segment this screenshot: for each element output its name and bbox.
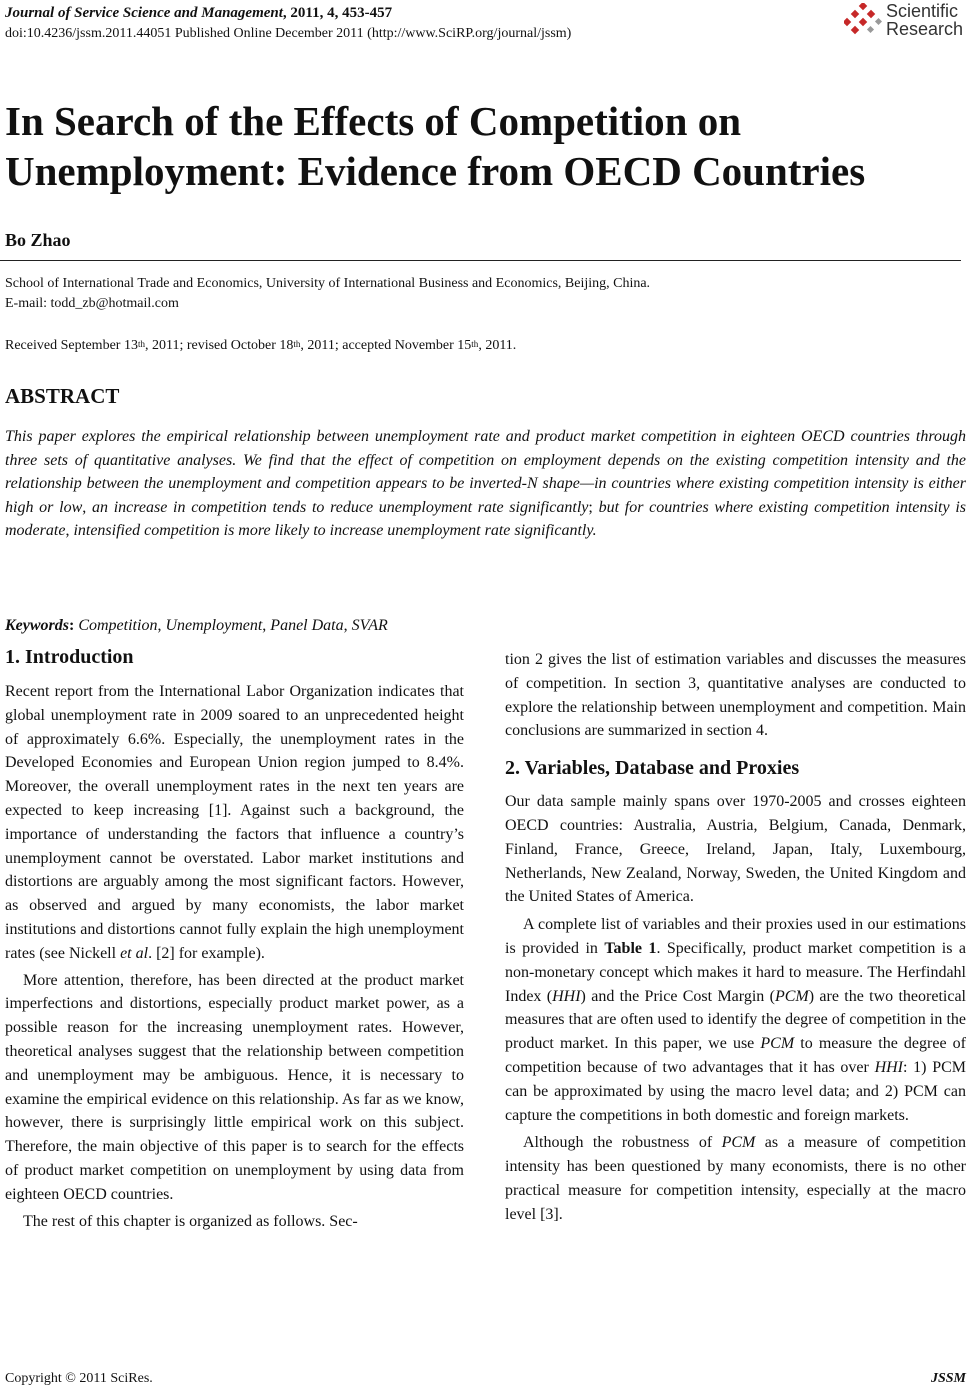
keyword: SVAR [351, 617, 388, 634]
abstract-text: but for countries where existing competition intensity is moderate [5, 498, 966, 539]
ordinal-sup: th [471, 339, 479, 349]
affiliation: School of International Trade and Economics, University of International Business and Economics, Beijing, China. [5, 276, 651, 291]
journal-name: Journal of Service Science and Management [5, 5, 283, 21]
keywords [5, 615, 388, 637]
table-ref: Table 1 [604, 939, 657, 957]
hhi-term: HHI [874, 1058, 903, 1076]
paragraph-text: ) and the Price Cost Margin ( [580, 987, 775, 1005]
journal-volume: , 2011, 4, 453-457 [282, 5, 393, 21]
publisher-logo [844, 2, 963, 38]
paper-title [5, 96, 965, 196]
revised-text: , 2011; revised October 18 [144, 338, 294, 353]
author-email: E-mail: todd_zb@hotmail.com [5, 296, 179, 311]
paragraph-text: ) are the two theoretical measures that are often used to identify the degree of competition in the product market. In this paper, we use [505, 987, 967, 1053]
intro-paragraph-3-start: The rest of this chapter is organized as follows. Sec- [23, 1212, 358, 1230]
abstract-text: an increase in competition tends to reduce unemployment rate significantly [91, 498, 589, 516]
intro-paragraph-1 [5, 680, 464, 966]
keyword-sep: , [262, 617, 271, 634]
abstract-punct: ; [588, 498, 599, 516]
pcm-term: PCM [721, 1134, 756, 1152]
title-line-2: Unemployment: Evidence from OECD Countries [5, 148, 866, 194]
paragraph-text: . Specifically, product market competition is a non-monetary concept which makes it hard to measure. The Herfindahl Index ( [505, 939, 967, 1005]
right-column [505, 648, 966, 1227]
abstract-body [5, 425, 966, 543]
journal-header [5, 4, 745, 43]
received-dates [5, 336, 516, 356]
section2-paragraph-3 [505, 1131, 966, 1226]
paragraph-text: to measure the degree of competition because of two advantages that it has over [505, 1035, 966, 1076]
journal-abbreviation: JSSM [930, 1371, 966, 1386]
intro-paragraph-2: More attention, therefore, has been directed at the product market imperfections and distortions, especially product market power, as a possible reason for the increasing unemployment rates. However, theoretical analyses suggest that the relationship between competition and unemployment may be ambiguous. Hence, it is necessary to examine the empirical evidence on this relationship. As far as we know, however, there is surprisingly little empirical work on this subject. Therefore, the main objective of this paper is to search for the effects of product market competition on unemployment by using data from eighteen OECD countries. [5, 971, 464, 1203]
section2-heading: 2. Variables, Database and Proxies [505, 757, 800, 780]
paragraph-text: . [2] for example). [148, 944, 265, 962]
paragraph-text: Recent report from the International Labor Organization indicates that global unemployment rate in 2009 soared to an unprecedented height of approximately 6.6%. Especially, the unemployment rates in the Developed Economies and European Union region jumped to 8.4%. Moreover, the overall unemployment rates in the next ten years are expected to keep increasing [1]. Against such a background, the importance of understanding the factors that influence a country’s unemployment cannot be overstated. Labor market institutions and distortions are arguably among the most significant factors. However, as observed and argued by many economists, the labor market institutions and distortions cannot fully explain the high unemployment rates (see Nickell [5, 683, 464, 962]
left-column [5, 644, 464, 1233]
abstract-punct: , [65, 522, 74, 539]
journal-citation [5, 4, 745, 23]
keyword: Panel Data [270, 617, 344, 634]
title-line-1: In Search of the Effects of Competition on [5, 98, 742, 144]
accepted-text: , 2011; accepted November 15 [300, 338, 472, 353]
scirp-logo-icon [844, 3, 882, 37]
abstract-punct: , [82, 498, 92, 516]
section2-paragraph-1: Our data sample mainly spans over 1970-2005 and crosses eighteen OECD countries: Australia, Austria, Belgium, Canada, Denmark, Finland, France, Greece, Ireland, Japan, Italy, Luxembourg, Netherlands, New Zealand, Norway, Sweden, the United Kingdom and the United States of America. [505, 793, 966, 906]
keywords-colon: : [69, 617, 79, 634]
pcm-term: PCM [760, 1035, 795, 1053]
abstract-heading: ABSTRACT [5, 384, 120, 408]
logo-text [886, 2, 963, 38]
header-divider [0, 260, 961, 261]
keyword: Competition [78, 617, 158, 634]
abstract-text: This paper explores the empirical relationship between unemployment rate and product market competition in eighteen OECD countries through three sets of quantitative analyses. We find that the effect of competition on employment depends on the existing competition intensity and the relationship between the unemployment and competition appears to be inverted-N shape—in countries where existing competition intensity is either high or low [5, 428, 966, 516]
pcm-term: PCM [774, 987, 809, 1005]
abstract-text: intensified competition is more likely to increase unemployment rate significantly. [73, 522, 597, 539]
doi-line: doi:10.4236/jssm.2011.44051 Published Online December 2011 (http://www.SciRP.org/journal/jssm) [5, 26, 572, 41]
received-text: Received September 13 [5, 338, 138, 353]
hhi-term: HHI [552, 987, 581, 1005]
paragraph-text: A complete list of variables and their proxies used in our estimations is provided in [505, 916, 966, 957]
logo-line-2: Research [885, 19, 963, 39]
et-al: et al [120, 944, 149, 962]
logo-line-1: Scientific [885, 1, 958, 21]
intro-paragraph-3-cont: tion 2 gives the list of estimation variables and discusses the measures of competition. In section 3, quantitative analyses are conducted to explore the relationship between unemployment and competition. Main conclusions are summarized in section 4. [505, 651, 966, 740]
section2-paragraph-2 [505, 913, 966, 1127]
paragraph-text: Although the robustness of [523, 1134, 722, 1152]
intro-heading: 1. Introduction [5, 646, 134, 668]
date-end: , 2011. [478, 338, 517, 353]
paragraph-text: as a measure of competition intensity has been questioned by many economists, there is no other practical measure for competition intensity, especially at the macro level [3]. [505, 1134, 967, 1223]
author-name: Bo Zhao [5, 230, 71, 250]
keywords-label: Keywords [5, 617, 69, 634]
ordinal-sup: th [137, 339, 145, 349]
keyword-sep: , [157, 617, 166, 634]
keyword: Unemployment [165, 617, 263, 634]
paragraph-text: : 1) PCM can be approximated by using the macro level data; and 2) PCM can capture the competitions in both domestic and foreign markets. [505, 1058, 967, 1124]
copyright: Copyright © 2011 SciRes. [5, 1371, 153, 1386]
keyword-sep: , [343, 617, 352, 634]
affiliation-block [5, 274, 650, 314]
ordinal-sup: th [293, 339, 301, 349]
